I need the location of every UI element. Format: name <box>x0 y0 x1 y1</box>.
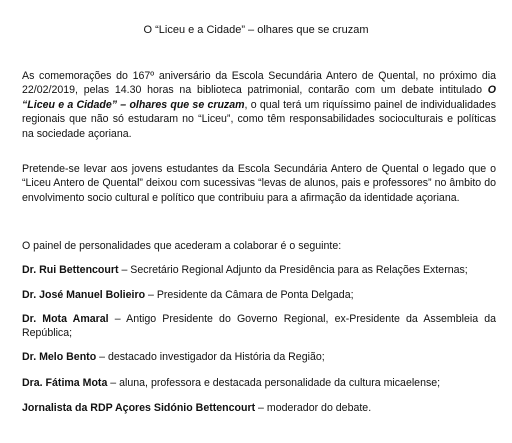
panel-member-name: Dr. Rui Bettencourt <box>22 264 119 276</box>
panel-member <box>22 350 496 364</box>
panel-member-role: – moderador do debate. <box>255 402 372 414</box>
panel-member <box>22 401 496 415</box>
panel-member-role: – Presidente da Câmara de Ponta Delgada; <box>145 289 354 301</box>
debate-title-emphasis: O “Liceu e a Cidade” – olhares que se cruzam <box>22 84 496 111</box>
document-title: O “Liceu e a Cidade” – olhares que se cruzam <box>143 24 369 36</box>
panel-member <box>22 312 496 341</box>
intro-text-end: , o qual terá um riquíssimo painel de individualidades regionais que não só estudaram no “Liceu”, como têm responsabilidades socioculturais e políticas na sociedade açoriana. <box>22 98 496 140</box>
intro-paragraph <box>22 69 496 141</box>
panel-member <box>22 376 496 390</box>
panel-member-role: – Secretário Regional Adjunto da Presidência para as Relações Externas; <box>118 264 468 276</box>
panel-member-name: Dr. Mota Amaral <box>22 313 109 325</box>
panel-member <box>22 288 496 302</box>
panel-member <box>22 263 496 277</box>
panel-member-role: – Antigo Presidente do Governo Regional, ex-Presidente da Assembleia da República; <box>22 313 497 340</box>
intro-text-start: As comemorações do 167º aniversário da Escola Secundária Antero de Quental, no próximo dia 22/02/2019, pelas 14.30 horas na biblioteca patrimonial, contarão com um debate intitulado <box>22 70 496 97</box>
purpose-paragraph: Pretende-se levar aos jovens estudantes da Escola Secundária Antero de Quental o legado que o “Liceu Antero de Quental” deixou com sucessivas “levas de alunos, pais e professores” no âmbito do envolvimento socio cultural e político que contribuiu para a afirmação da identidade açoriana. <box>22 163 496 204</box>
panel-member-name: Jornalista da RDP Açores Sidónio Bettencourt <box>22 402 256 414</box>
panel-member-role: – aluna, professora e destacada personalidade da cultura micaelense; <box>107 377 441 389</box>
panel-member-name: Dr. Melo Bento <box>22 351 97 363</box>
panel-member-name: Dr. José Manuel Bolieiro <box>22 289 146 301</box>
panel-member-name: Dra. Fátima Mota <box>22 377 108 389</box>
panel-intro: O painel de personalidades que acederam a colaborar é o seguinte: <box>22 240 342 252</box>
panel-member-role: – destacado investigador da História da Região; <box>96 351 325 363</box>
